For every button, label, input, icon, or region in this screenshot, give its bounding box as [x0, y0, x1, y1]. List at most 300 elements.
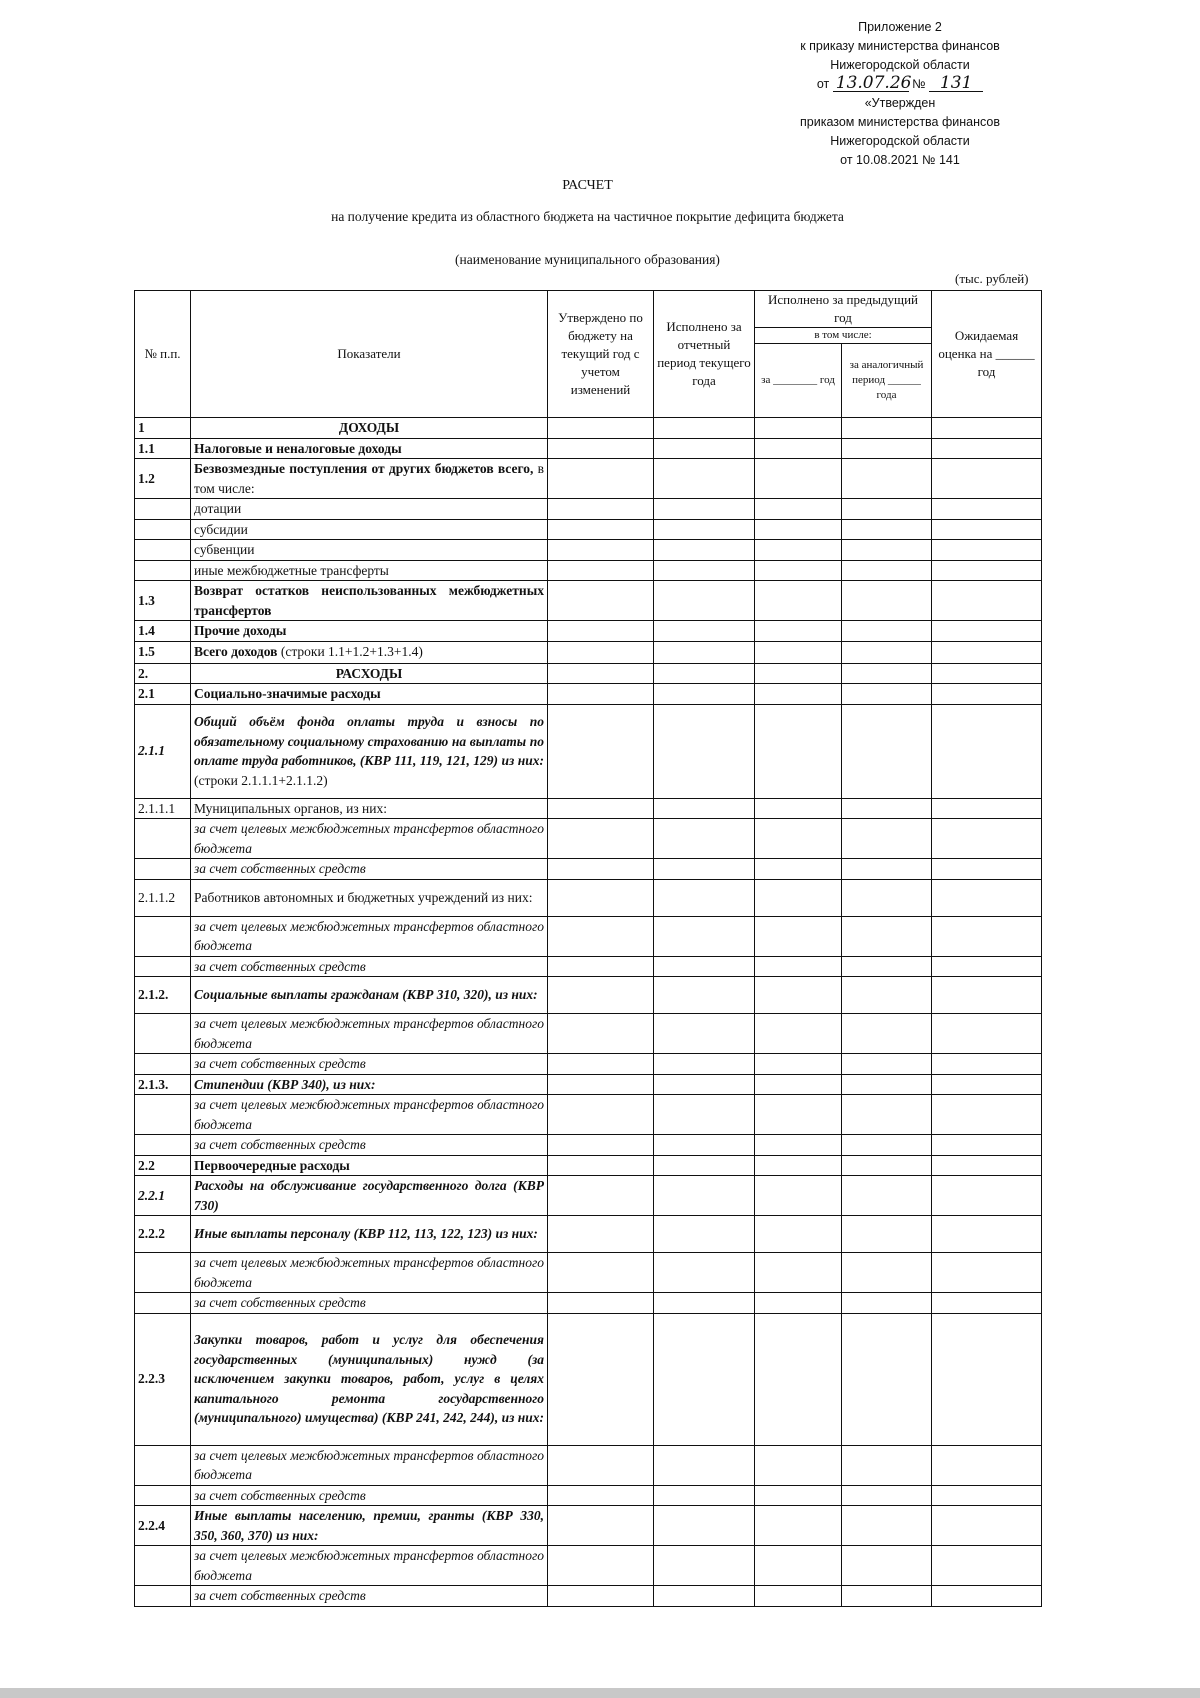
row-indicator-note: в том числе: — [194, 461, 545, 496]
value-cell — [654, 519, 755, 540]
row-indicator — [191, 540, 548, 561]
row-indicator — [191, 641, 548, 663]
row-indicator-text: за счет целевых межбюджетных трансфертов областного бюджета — [194, 1255, 544, 1290]
value-cell — [842, 819, 932, 859]
table-body — [135, 418, 1042, 1607]
row-indicator-text: РАСХОДЫ — [335, 665, 403, 681]
row-indicator — [191, 1074, 548, 1095]
value-cell — [654, 1216, 755, 1253]
value-cell — [548, 1313, 654, 1445]
order-date-line — [780, 75, 1020, 94]
value-cell — [548, 1054, 654, 1075]
value-cell — [755, 459, 842, 499]
value-cell — [755, 1546, 842, 1586]
row-number — [135, 1095, 191, 1135]
value-cell — [548, 418, 654, 439]
col-including-header: в том числе: — [755, 328, 932, 344]
row-indicator — [191, 459, 548, 499]
value-cell — [932, 641, 1042, 663]
region-line: Нижегородской области — [830, 58, 970, 72]
row-indicator-text: Прочие доходы — [194, 623, 287, 638]
row-number — [135, 916, 191, 956]
value-cell — [842, 621, 932, 642]
value-cell — [755, 859, 842, 880]
row-indicator-text: Иные выплаты населению, премии, гранты (КВР 330, 350, 360, 370) из них: — [194, 1508, 544, 1543]
row-indicator — [191, 819, 548, 859]
row-indicator-text: Безвозмездные поступления от других бюджетов всего, — [194, 461, 534, 476]
value-cell — [842, 1074, 932, 1095]
table-row — [135, 560, 1042, 581]
value-cell — [654, 1135, 755, 1156]
value-cell — [548, 1014, 654, 1054]
calculation-table — [134, 290, 1042, 1607]
value-cell — [842, 641, 932, 663]
value-cell — [755, 438, 842, 459]
row-number: 2.1.1 — [135, 704, 191, 798]
row-number — [135, 1135, 191, 1156]
row-indicator — [191, 1586, 548, 1607]
row-indicator-text: Работников автономных и бюджетных учреждений из них: — [194, 889, 533, 905]
row-indicator-text: за счет собственных средств — [194, 1137, 366, 1152]
value-cell — [654, 641, 755, 663]
value-cell — [932, 1054, 1042, 1075]
row-number: 2.1.3. — [135, 1074, 191, 1095]
from-prefix: от — [816, 77, 830, 91]
value-cell — [755, 499, 842, 520]
value-cell — [755, 1054, 842, 1075]
row-indicator — [191, 859, 548, 880]
value-cell — [755, 1506, 842, 1546]
row-indicator — [191, 1293, 548, 1314]
value-cell — [654, 859, 755, 880]
value-cell — [654, 956, 755, 977]
value-cell — [932, 1155, 1042, 1176]
value-cell — [548, 819, 654, 859]
value-cell — [654, 621, 755, 642]
value-cell — [755, 684, 842, 705]
value-cell — [548, 1506, 654, 1546]
row-indicator — [191, 1054, 548, 1075]
value-cell — [842, 418, 932, 439]
row-indicator-text: за счет собственных средств — [194, 1588, 366, 1603]
table-row — [135, 1506, 1042, 1546]
table-row — [135, 641, 1042, 663]
value-cell — [755, 1216, 842, 1253]
row-number: 2. — [135, 663, 191, 684]
table-row — [135, 418, 1042, 439]
value-cell — [654, 1586, 755, 1607]
value-cell — [654, 916, 755, 956]
value-cell — [654, 977, 755, 1014]
value-cell — [842, 977, 932, 1014]
municipality-placeholder: (наименование муниципального образования) — [455, 252, 720, 267]
value-cell — [842, 859, 932, 880]
value-cell — [548, 1445, 654, 1485]
value-cell — [755, 1313, 842, 1445]
table-row — [135, 704, 1042, 798]
value-cell — [842, 1445, 932, 1485]
value-cell — [548, 438, 654, 459]
row-indicator — [191, 1095, 548, 1135]
value-cell — [755, 519, 842, 540]
table-row — [135, 519, 1042, 540]
appendix-label: Приложение 2 — [858, 20, 942, 34]
approved-region: Нижегородской области — [830, 134, 970, 148]
value-cell — [654, 1506, 755, 1546]
value-cell — [755, 581, 842, 621]
value-cell — [548, 1095, 654, 1135]
row-indicator — [191, 663, 548, 684]
col-prev-year-header: за ________ год — [755, 344, 842, 418]
approved-label: «Утвержден — [864, 96, 936, 110]
value-cell — [842, 956, 932, 977]
row-number: 1.2 — [135, 459, 191, 499]
value-cell — [842, 663, 932, 684]
row-indicator — [191, 977, 548, 1014]
value-cell — [932, 540, 1042, 561]
table-row — [135, 684, 1042, 705]
table-row — [135, 1014, 1042, 1054]
row-indicator — [191, 798, 548, 819]
value-cell — [654, 1485, 755, 1506]
table-row — [135, 1074, 1042, 1095]
value-cell — [654, 1014, 755, 1054]
value-cell — [755, 1155, 842, 1176]
row-indicator — [191, 581, 548, 621]
row-number: 1.4 — [135, 621, 191, 642]
col-number-header: № п.п. — [135, 291, 191, 418]
value-cell — [842, 704, 932, 798]
value-cell — [755, 1135, 842, 1156]
value-cell — [755, 798, 842, 819]
row-indicator — [191, 704, 548, 798]
value-cell — [548, 1253, 654, 1293]
value-cell — [842, 684, 932, 705]
row-indicator-text: Муниципальных органов, из них: — [194, 800, 387, 816]
value-cell — [932, 459, 1042, 499]
table-row — [135, 1253, 1042, 1293]
row-indicator-text: за счет целевых межбюджетных трансфертов областного бюджета — [194, 1016, 544, 1051]
value-cell — [932, 977, 1042, 1014]
row-number — [135, 1445, 191, 1485]
row-indicator — [191, 956, 548, 977]
row-indicator-text: за счет целевых межбюджетных трансфертов областного бюджета — [194, 1447, 544, 1482]
row-indicator — [191, 1313, 548, 1445]
row-indicator — [191, 418, 548, 439]
row-number — [135, 1586, 191, 1607]
col-executed-prev-header: Исполнено за предыдущий год — [755, 291, 932, 328]
value-cell — [755, 560, 842, 581]
row-indicator-text: субсидии — [194, 521, 248, 537]
row-indicator-text: за счет собственных средств — [194, 1295, 366, 1310]
value-cell — [654, 1054, 755, 1075]
col-prev-period-header: за аналогичный период ______ года — [842, 344, 932, 418]
value-cell — [842, 1155, 932, 1176]
row-number: 1.3 — [135, 581, 191, 621]
table-row — [135, 859, 1042, 880]
row-indicator-text: Всего доходов — [194, 644, 278, 660]
value-cell — [654, 459, 755, 499]
row-number — [135, 560, 191, 581]
value-cell — [932, 663, 1042, 684]
row-indicator — [191, 438, 548, 459]
row-indicator — [191, 1216, 548, 1253]
row-number — [135, 499, 191, 520]
value-cell — [932, 438, 1042, 459]
value-cell — [755, 819, 842, 859]
value-cell — [548, 621, 654, 642]
row-indicator — [191, 1445, 548, 1485]
value-cell — [548, 977, 654, 1014]
value-cell — [654, 1176, 755, 1216]
value-cell — [932, 560, 1042, 581]
row-number — [135, 956, 191, 977]
row-number — [135, 1253, 191, 1293]
row-indicator — [191, 879, 548, 916]
value-cell — [755, 1014, 842, 1054]
value-cell — [654, 704, 755, 798]
value-cell — [654, 1074, 755, 1095]
value-cell — [842, 1506, 932, 1546]
value-cell — [548, 540, 654, 561]
value-cell — [932, 1313, 1042, 1445]
table-row — [135, 977, 1042, 1014]
handwritten-date: 13.07.26 — [833, 75, 909, 92]
row-indicator-note: (строки 1.1+1.2+1.3+1.4) — [277, 644, 423, 660]
value-cell — [548, 519, 654, 540]
value-cell — [932, 621, 1042, 642]
row-indicator — [191, 1546, 548, 1586]
value-cell — [932, 819, 1042, 859]
table-row — [135, 1155, 1042, 1176]
value-cell — [932, 1135, 1042, 1156]
approved-by: приказом министерства финансов — [800, 115, 1000, 129]
value-cell — [932, 1485, 1042, 1506]
row-indicator-text: Расходы на обслуживание государственного долга (КВР 730) — [194, 1178, 544, 1213]
value-cell — [842, 1216, 932, 1253]
row-indicator — [191, 684, 548, 705]
row-number: 2.2.3 — [135, 1313, 191, 1445]
table-row — [135, 540, 1042, 561]
document-subtitle: на получение кредита из областного бюджета на частичное покрытие дефицита бюджета — [331, 209, 844, 224]
row-indicator-text: за счет целевых межбюджетных трансфертов областного бюджета — [194, 918, 544, 953]
table-row — [135, 499, 1042, 520]
value-cell — [932, 956, 1042, 977]
value-cell — [654, 1293, 755, 1314]
row-indicator-text: иные межбюджетные трансферты — [194, 562, 389, 578]
table-row — [135, 1586, 1042, 1607]
value-cell — [755, 1445, 842, 1485]
row-number — [135, 1485, 191, 1506]
value-cell — [755, 1176, 842, 1216]
row-indicator — [191, 560, 548, 581]
value-cell — [932, 859, 1042, 880]
value-cell — [842, 438, 932, 459]
value-cell — [842, 916, 932, 956]
value-cell — [932, 1586, 1042, 1607]
value-cell — [755, 540, 842, 561]
table-row — [135, 1135, 1042, 1156]
value-cell — [842, 581, 932, 621]
value-cell — [654, 499, 755, 520]
row-indicator — [191, 1485, 548, 1506]
value-cell — [654, 1546, 755, 1586]
row-indicator — [191, 519, 548, 540]
units-label: (тыс. рублей) — [955, 271, 1029, 286]
value-cell — [842, 1014, 932, 1054]
row-indicator-text: Иные выплаты персоналу (КВР 112, 113, 122, 123) из них: — [194, 1226, 538, 1242]
table-row — [135, 621, 1042, 642]
value-cell — [755, 1586, 842, 1607]
value-cell — [755, 418, 842, 439]
approval-block — [780, 18, 1020, 170]
row-indicator-text: Налоговые и неналоговые доходы — [194, 440, 402, 456]
value-cell — [548, 1216, 654, 1253]
value-cell — [654, 1155, 755, 1176]
row-indicator — [191, 1253, 548, 1293]
value-cell — [842, 1095, 932, 1135]
value-cell — [755, 977, 842, 1014]
row-indicator-text: за счет целевых межбюджетных трансфертов областного бюджета — [194, 1548, 544, 1583]
value-cell — [932, 418, 1042, 439]
value-cell — [755, 916, 842, 956]
value-cell — [842, 1253, 932, 1293]
row-indicator-text: за счет собственных средств — [194, 1487, 366, 1503]
row-indicator — [191, 621, 548, 642]
value-cell — [932, 1445, 1042, 1485]
row-indicator-text: за счет собственных средств — [194, 1056, 366, 1071]
value-cell — [842, 798, 932, 819]
value-cell — [548, 1546, 654, 1586]
value-cell — [932, 1014, 1042, 1054]
value-cell — [842, 1313, 932, 1445]
value-cell — [654, 684, 755, 705]
table-row — [135, 1054, 1042, 1075]
table-row — [135, 459, 1042, 499]
value-cell — [548, 1074, 654, 1095]
value-cell — [842, 879, 932, 916]
row-indicator — [191, 499, 548, 520]
order-line: к приказу министерства финансов — [800, 39, 1000, 53]
table-row — [135, 1485, 1042, 1506]
value-cell — [654, 1095, 755, 1135]
row-number: 1.1 — [135, 438, 191, 459]
value-cell — [755, 1074, 842, 1095]
value-cell — [548, 581, 654, 621]
value-cell — [932, 499, 1042, 520]
value-cell — [932, 684, 1042, 705]
value-cell — [755, 1253, 842, 1293]
document-title: РАСЧЕТ — [562, 178, 613, 193]
row-number — [135, 540, 191, 561]
value-cell — [654, 879, 755, 916]
value-cell — [755, 704, 842, 798]
value-cell — [755, 1095, 842, 1135]
table-row — [135, 1313, 1042, 1445]
col-executed-reporting-header: Исполнено за отчетный период текущего года — [654, 291, 755, 418]
value-cell — [842, 1485, 932, 1506]
table-row — [135, 1546, 1042, 1586]
row-number — [135, 1293, 191, 1314]
value-cell — [932, 798, 1042, 819]
row-number — [135, 1546, 191, 1586]
value-cell — [932, 1506, 1042, 1546]
value-cell — [548, 704, 654, 798]
scan-bottom-edge — [0, 1688, 1200, 1698]
value-cell — [932, 581, 1042, 621]
row-number — [135, 1014, 191, 1054]
row-indicator-text: ДОХОДЫ — [338, 420, 400, 435]
value-cell — [932, 1293, 1042, 1314]
row-indicator-text: Первоочередные расходы — [194, 1157, 350, 1173]
value-cell — [842, 1293, 932, 1314]
value-cell — [932, 1216, 1042, 1253]
approved-date: от 10.08.2021 № 141 — [840, 153, 960, 167]
value-cell — [654, 418, 755, 439]
row-number: 1 — [135, 418, 191, 439]
value-cell — [654, 438, 755, 459]
value-cell — [842, 459, 932, 499]
row-number: 2.1.2. — [135, 977, 191, 1014]
value-cell — [932, 879, 1042, 916]
value-cell — [654, 798, 755, 819]
table-row — [135, 1176, 1042, 1216]
table-row — [135, 1095, 1042, 1135]
col-expected-header: Ожидаемая оценка на ______ год — [932, 291, 1042, 418]
row-number: 1.5 — [135, 641, 191, 663]
value-cell — [654, 1253, 755, 1293]
table-row — [135, 581, 1042, 621]
value-cell — [654, 581, 755, 621]
value-cell — [932, 1095, 1042, 1135]
row-indicator-text: дотации — [194, 501, 242, 516]
table-row — [135, 798, 1042, 819]
value-cell — [932, 704, 1042, 798]
value-cell — [548, 1176, 654, 1216]
row-number — [135, 859, 191, 880]
value-cell — [842, 560, 932, 581]
value-cell — [548, 879, 654, 916]
value-cell — [842, 1054, 932, 1075]
row-number — [135, 1054, 191, 1075]
value-cell — [842, 1176, 932, 1216]
table-row — [135, 1445, 1042, 1485]
row-indicator-text: за счет целевых межбюджетных трансфертов областного бюджета — [194, 1097, 544, 1132]
value-cell — [755, 1293, 842, 1314]
value-cell — [932, 1074, 1042, 1095]
row-number: 2.1 — [135, 684, 191, 705]
value-cell — [548, 1485, 654, 1506]
row-indicator — [191, 1014, 548, 1054]
value-cell — [755, 879, 842, 916]
value-cell — [842, 1586, 932, 1607]
value-cell — [932, 1546, 1042, 1586]
value-cell — [548, 859, 654, 880]
row-number: 2.1.1.2 — [135, 879, 191, 916]
row-number — [135, 519, 191, 540]
value-cell — [548, 798, 654, 819]
number-prefix: № — [912, 77, 926, 91]
value-cell — [548, 663, 654, 684]
row-number: 2.2.2 — [135, 1216, 191, 1253]
col-approved-header: Утверждено по бюджету на текущий год с учетом изменений — [548, 291, 654, 418]
row-indicator — [191, 916, 548, 956]
table-row — [135, 1216, 1042, 1253]
value-cell — [755, 621, 842, 642]
value-cell — [932, 1253, 1042, 1293]
value-cell — [548, 684, 654, 705]
row-number: 2.2.4 — [135, 1506, 191, 1546]
